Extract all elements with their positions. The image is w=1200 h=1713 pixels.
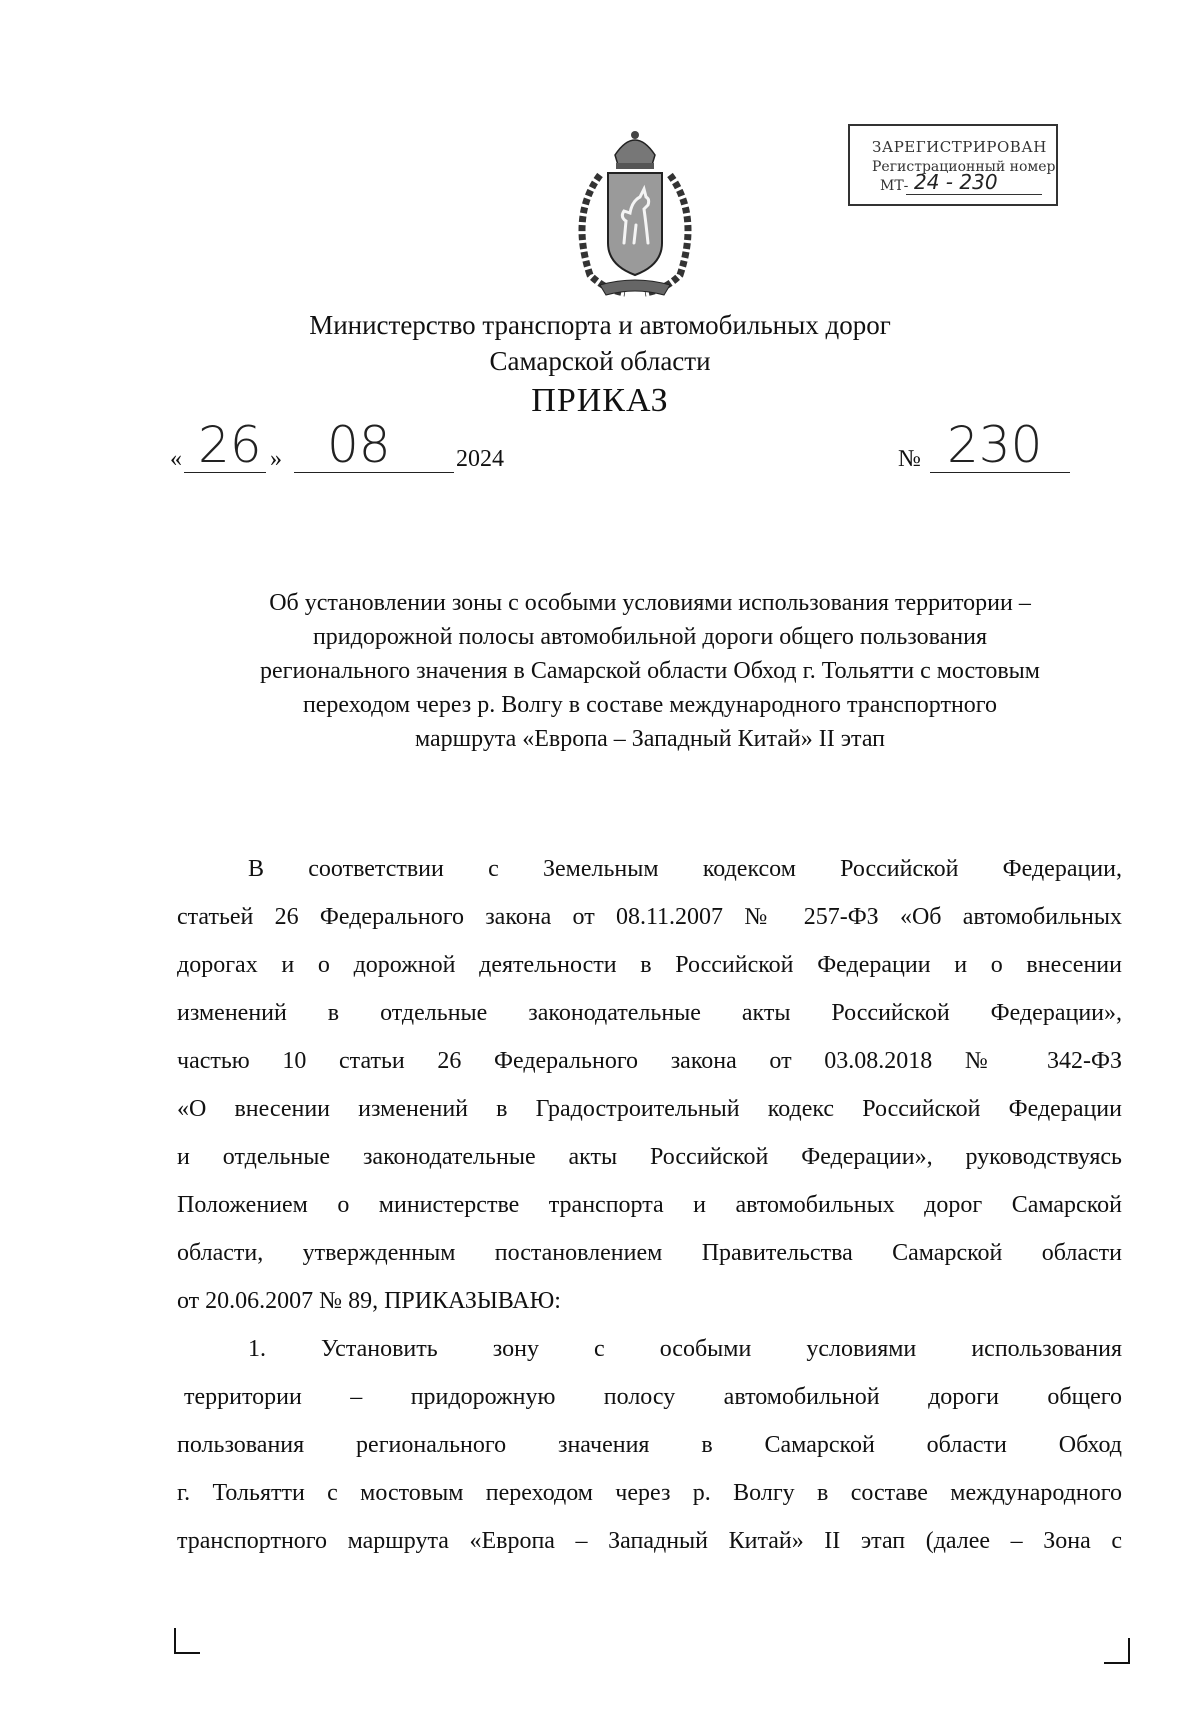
subject-line: Об установлении зоны с особыми условиями использования территории – [269, 590, 1031, 616]
body-line: «О внесении изменений в Градостроительный кодекс Российской Федерации [177, 1096, 1122, 1122]
date-number-line [170, 416, 1070, 480]
registration-stamp [848, 124, 1058, 206]
number-underline [930, 472, 1070, 473]
month-underline [294, 472, 454, 473]
date-close-quote: » [270, 446, 282, 472]
body-line: статьей 26 Федерального закона от 08.11.2007 № 257-ФЗ «Об автомобильных [177, 904, 1122, 930]
body-line: пользования регионального значения в Самарской области Обход [177, 1432, 1122, 1458]
date-month: 08 [327, 416, 391, 474]
subject-line: регионального значения в Самарской области Обход г. Тольятти с мостовым [260, 658, 1040, 684]
number-sign: № [898, 446, 921, 472]
body-line: изменений в отдельные законодательные акты Российской Федерации», [177, 1000, 1122, 1026]
body-line: области, утвержденным постановлением Правительства Самарской области [177, 1240, 1122, 1266]
body-line: от 20.06.2007 № 89, ПРИКАЗЫВАЮ: [177, 1288, 561, 1314]
corner-mark-bottom-right [1104, 1638, 1130, 1664]
ministry-name-line1: Министерство транспорта и автомобильных дорог [309, 310, 891, 340]
subject-line: маршрута «Европа – Западный Китай» II этап [414, 726, 885, 752]
date-day: 26 [198, 416, 262, 474]
body-line: территории – придорожную полосу автомобильной дороги общего [184, 1384, 1122, 1410]
body-line: частью 10 статьи 26 Федерального закона от 03.08.2018 № 342-ФЗ [177, 1048, 1122, 1074]
day-underline [184, 472, 266, 473]
coat-of-arms-icon [560, 125, 710, 300]
ministry-name-line2: Самарской области [489, 346, 711, 376]
subject-line: придорожной полосы автомобильной дороги общего пользования [312, 624, 988, 650]
body-line: дорогах и о дорожной деятельности в Российской Федерации и о внесении [177, 952, 1122, 978]
body-line: Положением о министерстве транспорта и автомобильных дорог Самарской [177, 1192, 1122, 1218]
stamp-subtitle: Регистрационный номер [872, 159, 1056, 175]
order-number: 230 [947, 416, 1043, 474]
corner-mark-bottom-left [174, 1628, 200, 1654]
date-year: 2024 [456, 446, 504, 472]
stamp-underline [906, 194, 1042, 195]
stamp-title: ЗАРЕГИСТРИРОВАН [872, 138, 1047, 156]
body-line: и отдельные законодательные акты Российской Федерации», руководствуясь [177, 1144, 1122, 1170]
body-line: В соответствии с Земельным кодексом Российской Федерации, [248, 856, 1122, 882]
subject-line: переходом через р. Волгу в составе международного транспортного [302, 692, 998, 718]
order-subject [170, 586, 1130, 756]
stamp-prefix: МТ- [880, 178, 909, 194]
body-line: 1. Установить зону с особыми условиями использования [248, 1336, 1122, 1362]
date-open-quote: « [170, 446, 182, 472]
body-line: транспортного маршрута «Европа – Западный Китай» II этап (далее – Зона с [177, 1528, 1122, 1554]
document-type-title: ПРИКАЗ [531, 382, 669, 419]
stamp-number: 24 - 230 [914, 170, 998, 194]
body-line: г. Тольятти с мостовым переходом через р. Волгу в составе международного [177, 1480, 1122, 1506]
